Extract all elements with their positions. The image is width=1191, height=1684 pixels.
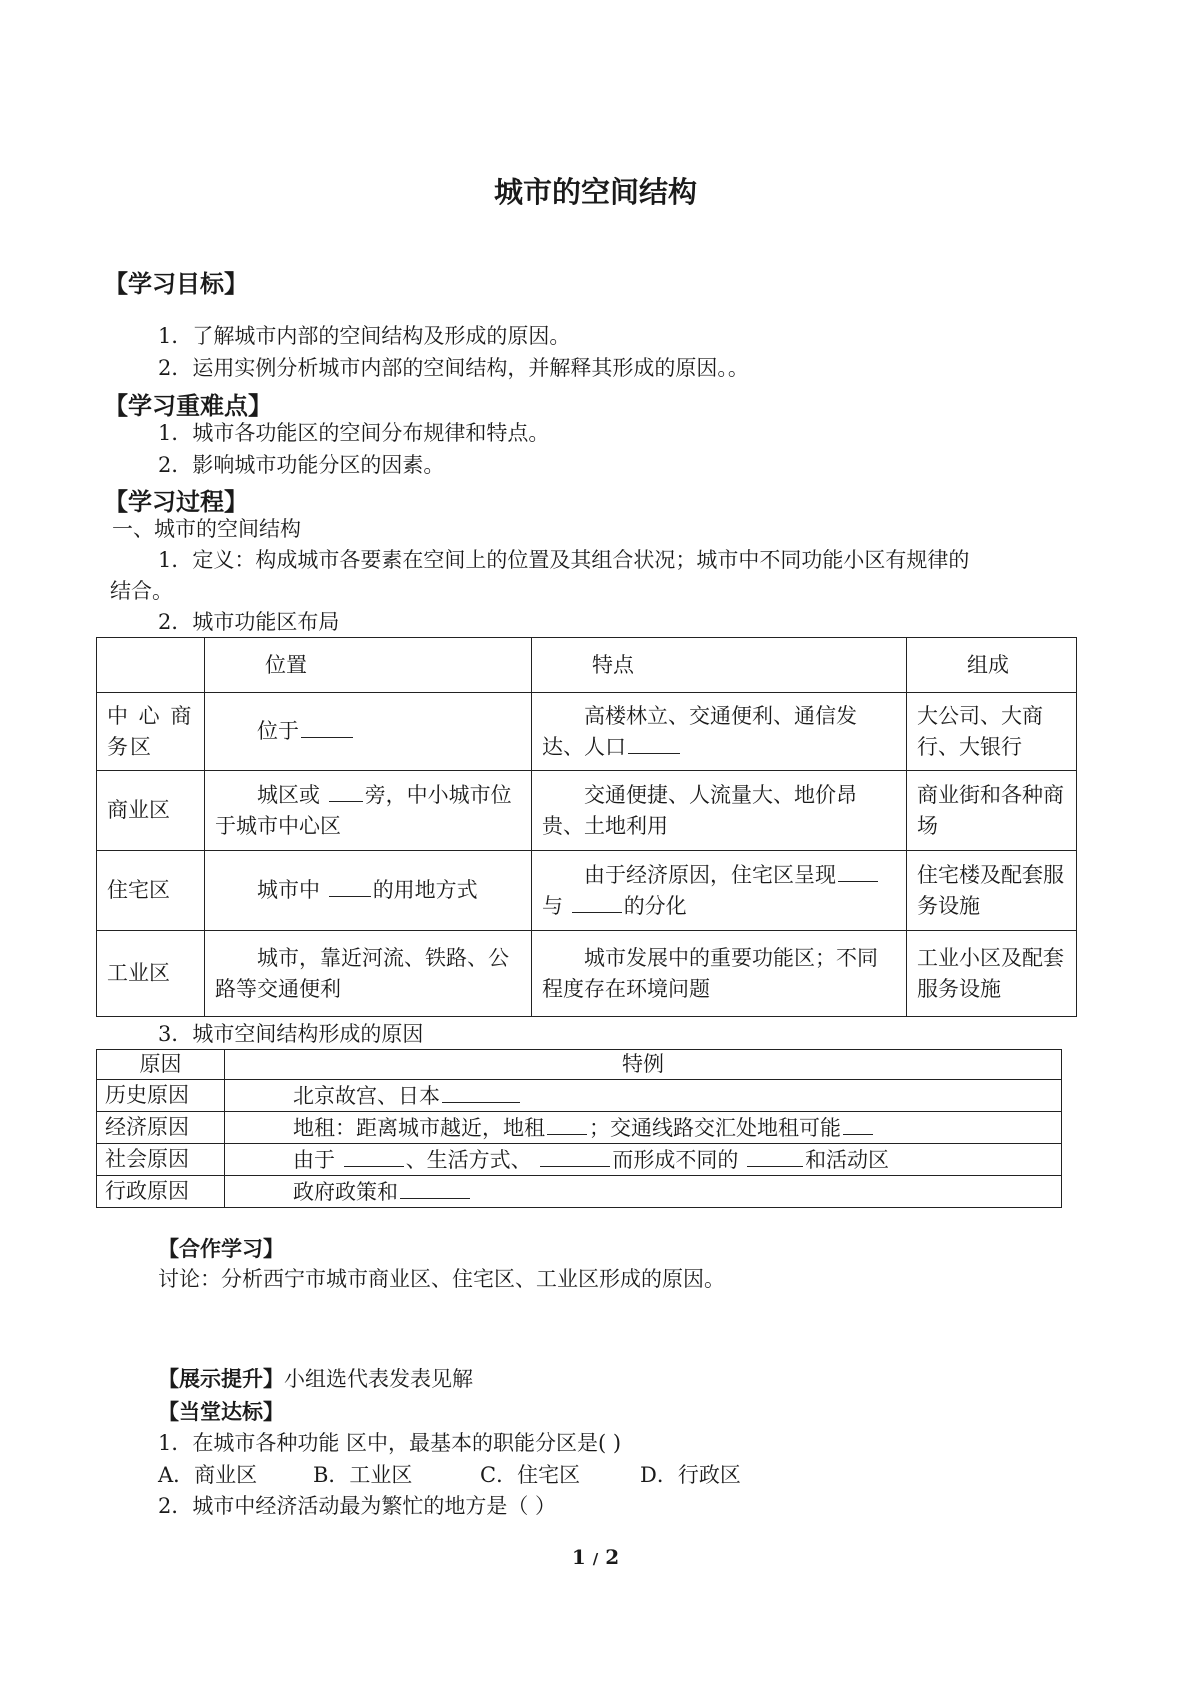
zone-location: 城区或 旁，中小城市位于城市中心区 (205, 771, 532, 851)
zone-feature: 城市发展中的重要功能区；不同程度存在环境问题 (532, 931, 907, 1017)
key-points-heading: 【学习重难点】 (104, 392, 272, 420)
coop-heading: 【合作学习】 (158, 1237, 284, 1261)
fill-blank[interactable] (301, 716, 353, 738)
fill-blank[interactable] (572, 891, 622, 913)
cause-example: 地租：距离城市越近，地租 ；交通线路交汇处地租可能 (225, 1112, 1062, 1144)
definition-line-1: 1．定义：构成城市各要素在空间上的位置及其组合状况；城市中不同功能小区有规律的 (158, 548, 970, 572)
goals-heading: 【学习目标】 (104, 270, 248, 298)
goal-item-1: 1．了解城市内部的空间结构及形成的原因。 (158, 324, 571, 348)
process-heading: 【学习过程】 (104, 488, 248, 516)
fill-blank[interactable] (547, 1113, 587, 1135)
zone-components: 商业街和各种商场 (907, 771, 1077, 851)
table-row (97, 693, 1077, 771)
table-header-row (97, 1050, 1062, 1080)
header-empty-cell (97, 638, 205, 693)
fill-blank[interactable] (843, 1113, 873, 1135)
goal-item-2: 2．运用实例分析城市内部的空间结构，并解释其形成的原因。。 (158, 356, 749, 380)
cause-reason: 行政原因 (97, 1176, 225, 1208)
question-2: 2．城市中经济活动最为繁忙的地方是（ ） (158, 1494, 557, 1518)
show-heading: 【展示提升】 (158, 1367, 284, 1391)
causes-title: 3．城市空间结构形成的原因 (158, 1022, 424, 1046)
table-row (97, 851, 1077, 931)
fill-blank[interactable] (628, 732, 680, 754)
zone-location: 城市，靠近河流、铁路、公路等交通便利 (205, 931, 532, 1017)
causes-table (96, 1049, 1062, 1208)
question-1-option-d[interactable]: D．行政区 (640, 1463, 741, 1487)
zone-location: 位于 (205, 693, 532, 771)
table-row (97, 771, 1077, 851)
question-1: 1．在城市各种功能 区中，最基本的职能分区是( ) (158, 1431, 622, 1455)
header-example: 特例 (225, 1050, 1062, 1080)
table-row (97, 931, 1077, 1017)
fill-blank[interactable] (344, 1145, 404, 1167)
fill-blank[interactable] (442, 1081, 520, 1103)
header-reason: 原因 (97, 1050, 225, 1080)
cause-example: 北京故宫、日本 (225, 1080, 1062, 1112)
key-point-item-2: 2．影响城市功能分区的因素。 (158, 453, 445, 477)
zone-feature: 由于经济原因，住宅区呈现与 的分化 (532, 851, 907, 931)
table-row (97, 1112, 1062, 1144)
zone-name: 住宅区 (97, 851, 205, 931)
fill-blank[interactable] (400, 1177, 470, 1199)
cause-example: 政府政策和 (225, 1176, 1062, 1208)
coop-text: 讨论：分析西宁市城市商业区、住宅区、工业区形成的原因。 (158, 1267, 725, 1291)
header-location: 位置 (205, 638, 532, 693)
fill-blank[interactable] (747, 1145, 803, 1167)
show-text: 小组选代表发表见解 (284, 1367, 473, 1391)
zone-name: 商业区 (97, 771, 205, 851)
header-components: 组成 (907, 638, 1077, 693)
question-1-option-c[interactable]: C．住宅区 (480, 1463, 581, 1487)
zone-name: 工业区 (97, 931, 205, 1017)
fill-blank[interactable] (329, 780, 363, 802)
zone-components: 住宅楼及配套服务设施 (907, 851, 1077, 931)
section-title: 一、城市的空间结构 (112, 517, 301, 541)
fill-blank[interactable] (329, 875, 371, 897)
question-1-option-b[interactable]: B．工业区 (313, 1463, 413, 1487)
zone-name: 中 心 商 务区 (97, 693, 205, 771)
functional-zone-table (96, 637, 1077, 1017)
header-feature: 特点 (532, 638, 907, 693)
question-1-option-a[interactable]: A．商业区 (158, 1463, 258, 1487)
page-title: 城市的空间结构 (493, 175, 697, 209)
cause-example: 由于 、生活方式、 而形成不同的 和活动区 (225, 1144, 1062, 1176)
zone-location: 城市中 的用地方式 (205, 851, 532, 931)
table-row (97, 1080, 1062, 1112)
zone-feature: 交通便捷、人流量大、地价昂贵、土地利用 (532, 771, 907, 851)
layout-title: 2．城市功能区布局 (158, 610, 340, 634)
page-number: 1 / 2 (571, 1545, 620, 1569)
cause-reason: 经济原因 (97, 1112, 225, 1144)
cause-reason: 社会原因 (97, 1144, 225, 1176)
fill-blank[interactable] (540, 1145, 610, 1167)
zone-feature: 高楼林立、交通便利、通信发达、人口 (532, 693, 907, 771)
fill-blank[interactable] (838, 860, 878, 882)
cause-reason: 历史原因 (97, 1080, 225, 1112)
table-header-row (97, 638, 1077, 693)
zone-components: 工业小区及配套服务设施 (907, 931, 1077, 1017)
key-point-item-1: 1．城市各功能区的空间分布规律和特点。 (158, 421, 550, 445)
table-row (97, 1144, 1062, 1176)
show-line (158, 1364, 473, 1394)
table-row (97, 1176, 1062, 1208)
quiz-heading: 【当堂达标】 (158, 1400, 284, 1424)
zone-components: 大公司、大商行、大银行 (907, 693, 1077, 771)
definition-line-2: 结合。 (110, 579, 173, 603)
